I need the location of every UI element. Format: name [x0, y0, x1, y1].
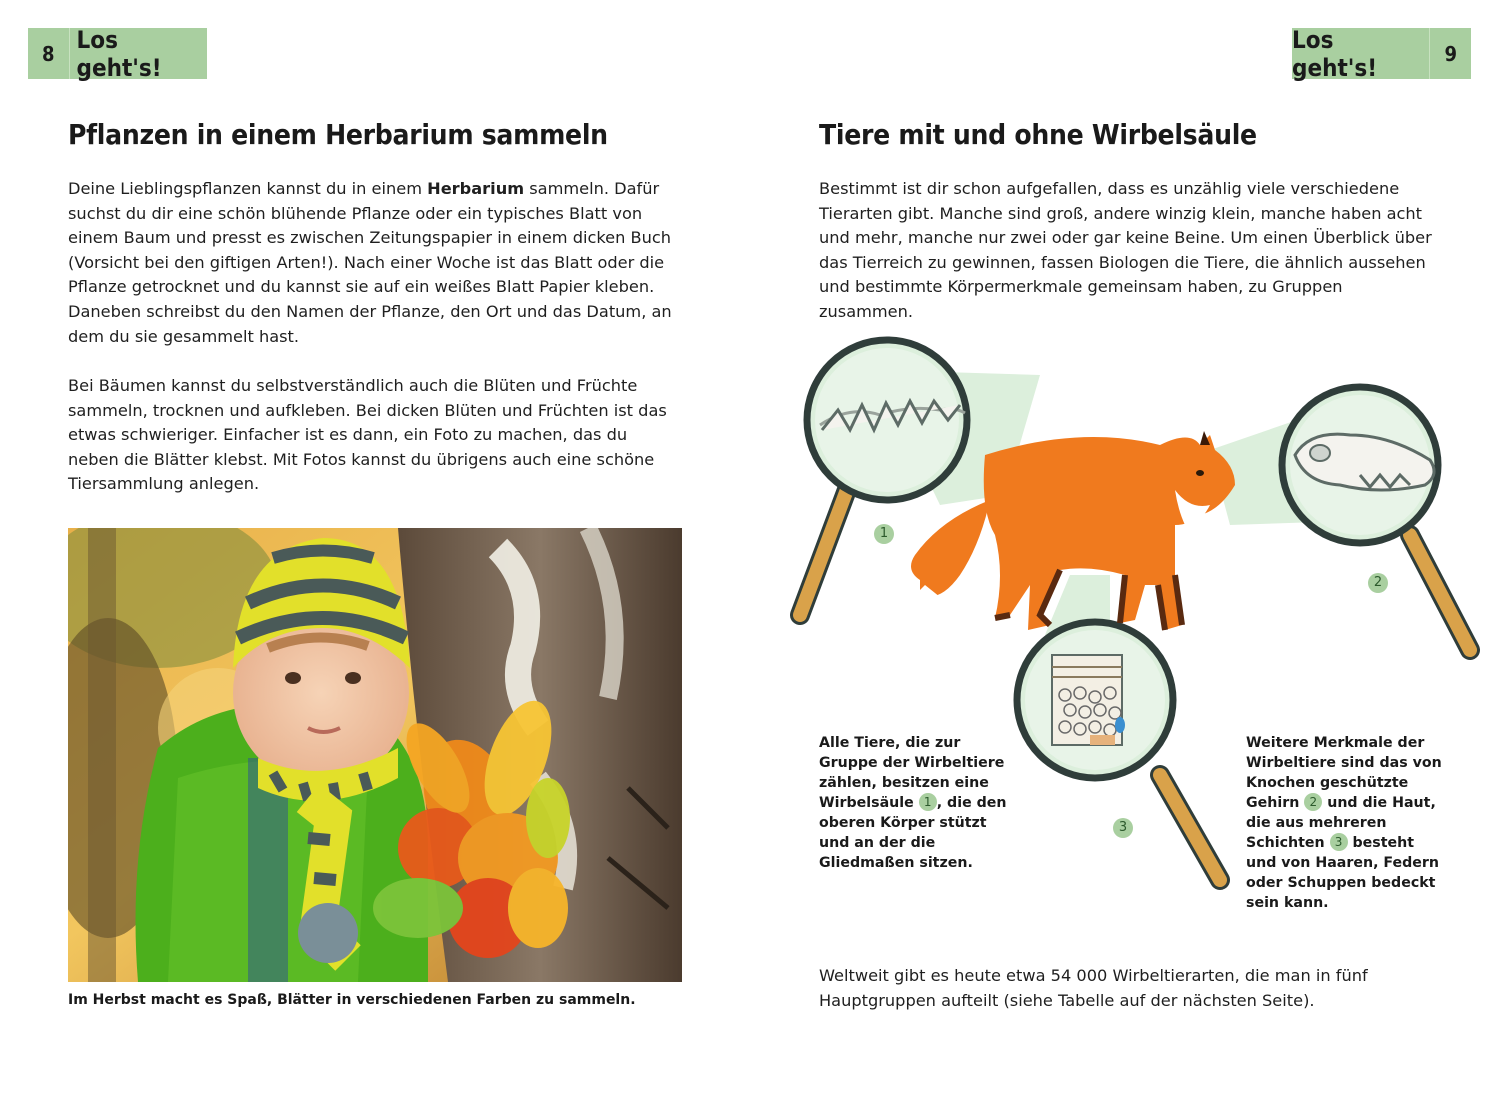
heading-herbarium: Pflanzen in einem Herbarium sammeln	[68, 118, 608, 151]
paragraph-herbarium-2: Bei Bäumen kannst du selbstverständlich auch die Blüten und Früchte sammeln, trocknen und aufkleben. Bei dicken Blüten und Früchten ist das etwas schwieriger. Einfacher ist es dann, ein Foto zu machen, das du neben die Blätter klebst. Mit Fotos kannst du übrigens auch eine schöne Tiersammlung anlegen.	[68, 376, 667, 494]
note-text: besteht und von Haaren, Federn oder Schuppen bedeckt sein kann.	[1246, 835, 1440, 911]
badge-2: 2	[1368, 573, 1388, 593]
outro-paragraph: Weltweit gibt es heute etwa 54 000 Wirbeltierarten, die man in fünf Hauptgruppen aufteilt (siehe Tabelle auf der nächsten Seite).	[819, 966, 1368, 1010]
note-wirbelsaeule	[819, 733, 1019, 873]
paragraph-herbarium-1	[68, 177, 676, 349]
page-number-right: 9	[1444, 41, 1457, 66]
magnifier-2	[1282, 387, 1470, 650]
badge-1: 1	[874, 524, 894, 544]
note-text: , die den oberen Körper stützt und an der die Gliedmaßen sitzen.	[819, 795, 1007, 871]
note-text: Weitere Merkmale der Wirbeltiere sind das von Knochen geschützte Gehirn	[1246, 735, 1442, 811]
page-tab-left	[28, 25, 207, 82]
intro-paragraph: Bestimmt ist dir schon aufgefallen, dass es unzählig viele verschiedene Tierarten gibt. Manche sind groß, andere winzig klein, manche haben acht und mehr, manche nur zwei oder gar keine Beine. Um einen Überblick über das Tierreich zu gewinnen, fassen Biologen die Tiere, die ähnlich aussehen und bestimmte Körpermerkmale gemeinsam haben, zu Gruppen zusammen.	[819, 179, 1432, 321]
note-text: Alle Tiere, die zur Gruppe der Wirbeltiere zählen, besitzen eine Wirbelsäule	[819, 735, 1005, 811]
magnifier-3	[1017, 622, 1220, 880]
section-label-right: Los geht's!	[1292, 25, 1378, 82]
inline-badge-1: 1	[919, 793, 937, 811]
note-merkmale	[1246, 733, 1446, 913]
bold-term: Herbarium	[427, 179, 525, 198]
note-text: und die Haut, die aus mehreren Schichten	[1246, 795, 1436, 851]
inline-badge-3: 3	[1330, 833, 1348, 851]
photo-caption: Im Herbst macht es Spaß, Blätter in verschiedenen Farben zu sammeln.	[68, 992, 636, 1008]
autumn-boy-photo	[68, 528, 682, 982]
page-number-left: 8	[42, 41, 55, 66]
page-tab-right	[1292, 25, 1471, 82]
paragraph-text: sammeln. Dafür suchst du dir eine schön blühende Pflanze oder ein typisches Blatt von einem Baum und presst es zwischen Zeitungspapier in einem dicken Buch (Vorsicht bei den giftigen Arten!). Nach einer Woche ist das Blatt oder die Pflanze getrocknet und du kannst sie auf ein weißes Blatt Papier kleben. Daneben schreibst du den Namen der Pflanze, den Ort und das Datum, an dem du sie gesammelt hast.	[68, 179, 672, 346]
section-label-left: Los geht's!	[76, 25, 162, 82]
paragraph-text: Deine Lieblingspflanzen kannst du in einem	[68, 179, 428, 198]
heading-wirbelsaeule: Tiere mit und ohne Wirbelsäule	[819, 118, 1257, 151]
badge-3: 3	[1113, 818, 1133, 838]
inline-badge-2: 2	[1304, 793, 1322, 811]
